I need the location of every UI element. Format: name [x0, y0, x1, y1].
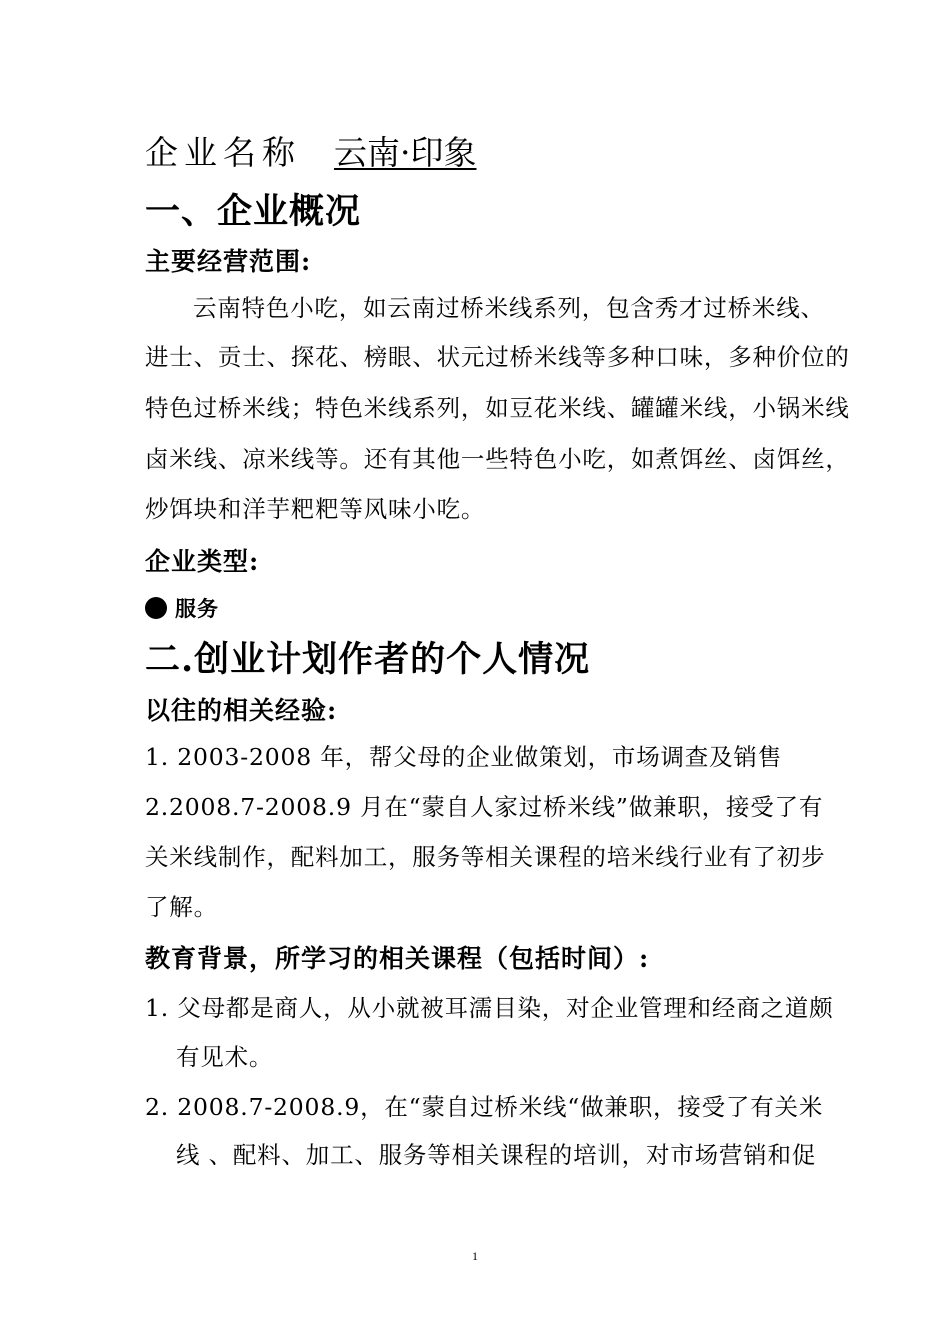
- education-line: 2. 2008.7-2008.9，在“蒙自过桥米线“做兼职，接受了有关米: [145, 1093, 824, 1121]
- education-line: 有见术。: [176, 1043, 274, 1071]
- education-line: 线 、配料、加工、服务等相关课程的培训，对市场营销和促: [176, 1141, 817, 1169]
- type-value: 服务: [175, 596, 219, 621]
- experience-line: 2.2008.7-2008.9 月在“蒙自人家过桥米线”做兼职，接受了有: [145, 793, 824, 821]
- enterprise-name-line: [145, 133, 477, 172]
- section2-heading: 二.创业计划作者的个人情况: [145, 639, 591, 680]
- enterprise-name-label: 企业名称: [145, 133, 301, 172]
- scope-line: 炒饵块和洋芋粑粑等风味小吃。: [145, 495, 486, 523]
- bullet-icon: [145, 597, 167, 619]
- experience-line: 了解。: [145, 893, 218, 921]
- scope-line: 云南特色小吃，如云南过桥米线系列，包含秀才过桥米线、: [193, 294, 825, 322]
- experience-line: 1. 2003-2008 年，帮父母的企业做策划，市场调查及销售: [145, 743, 783, 771]
- scope-line: 卤米线、凉米线等。还有其他一些特色小吃，如煮饵丝、卤饵丝，: [145, 445, 850, 473]
- enterprise-name-value: 云南·印象: [333, 133, 477, 172]
- type-item: [145, 597, 219, 619]
- education-label: 教育背景，所学习的相关课程（包括时间）:: [145, 944, 650, 973]
- experience-label: 以往的相关经验:: [145, 696, 338, 725]
- type-label: 企业类型:: [145, 547, 260, 576]
- scope-line: 进士、贡士、探花、榜眼、状元过桥米线等多种口味，多种价位的: [145, 343, 850, 371]
- education-line: 1. 父母都是商人，从小就被耳濡目染，对企业管理和经商之道颇: [145, 994, 834, 1022]
- scope-label: 主要经营范围:: [145, 247, 312, 276]
- scope-line: 特色过桥米线；特色米线系列，如豆花米线、罐罐米线，小锅米线: [145, 394, 850, 422]
- page-number: 1: [472, 1249, 478, 1263]
- experience-line: 关米线制作，配料加工，服务等相关课程的培米线行业有了初步: [145, 843, 826, 871]
- section1-heading: 一、企业概况: [145, 191, 362, 232]
